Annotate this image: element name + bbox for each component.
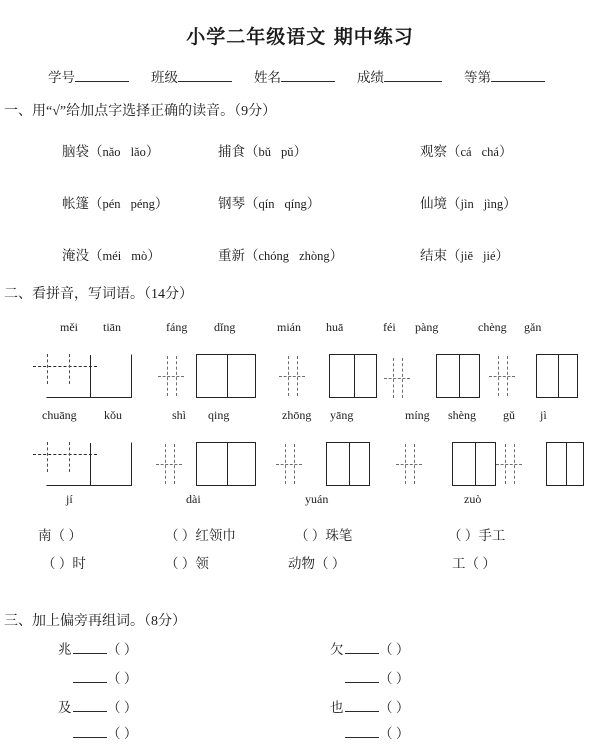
writing-grid-row xyxy=(0,440,600,486)
tianzige-box[interactable] xyxy=(326,442,370,486)
pinyin-label: féi xyxy=(383,320,396,334)
pinyin-label: jí xyxy=(66,492,73,506)
radical-word-item[interactable]: （ ） xyxy=(58,722,137,742)
pinyin-choice-row xyxy=(0,244,600,268)
pinyin-label: yāng xyxy=(330,408,354,422)
tianzige-crosshair xyxy=(279,356,305,396)
pinyin-choice-item[interactable]: 淹没（méi mò） xyxy=(62,248,161,263)
tianzige-guide-vertical xyxy=(47,354,48,384)
radical-word-item[interactable]: （ ） xyxy=(330,722,409,742)
pinyin-label: chuāng xyxy=(42,408,77,422)
radical-blank[interactable] xyxy=(73,698,107,712)
radical-blank[interactable] xyxy=(345,640,379,654)
pinyin-label: zhōng xyxy=(282,408,312,422)
pinyin-choice-item[interactable]: 帐篷（pén péng） xyxy=(62,196,169,211)
pinyin-choice-item[interactable]: 钢琴（qín qíng） xyxy=(218,196,321,211)
pinyin-label-row xyxy=(0,492,600,510)
pinyin-label: měi xyxy=(60,320,78,334)
radical-word-row xyxy=(0,638,600,668)
tianzige-guide-horizontal xyxy=(33,454,97,455)
info-field-banji: 班级 xyxy=(151,66,232,86)
info-field-chengji: 成绩 xyxy=(357,66,442,86)
tianzige-divider xyxy=(354,355,355,397)
pinyin-label: mián xyxy=(277,320,301,334)
word-blank-row xyxy=(0,552,600,574)
radical-word-item[interactable]: （ ） xyxy=(330,667,409,687)
radical-word-item[interactable]: 欠 （ ） xyxy=(330,642,410,657)
pinyin-label: huā xyxy=(326,320,344,334)
word-blank-item[interactable]: 南（ ） xyxy=(38,528,82,543)
radical-word-row xyxy=(0,667,600,697)
tianzige-box[interactable] xyxy=(436,354,480,398)
radical-blank[interactable] xyxy=(345,698,379,712)
pinyin-choice-item[interactable]: 仙境（jìn jìng） xyxy=(420,196,517,211)
word-blank-item[interactable]: （ ）红领巾 xyxy=(165,528,236,543)
page-title: 小学二年级语文 期中练习 xyxy=(186,26,414,48)
tianzige-box[interactable] xyxy=(46,354,132,398)
tianzige-divider xyxy=(90,355,91,397)
tianzige-divider xyxy=(349,443,350,485)
pinyin-label-row xyxy=(0,408,600,426)
word-blank-item[interactable]: （ ）手工 xyxy=(448,528,506,543)
tianzige-box[interactable] xyxy=(46,442,132,486)
radical-blank[interactable] xyxy=(345,669,379,683)
pinyin-label: jì xyxy=(540,408,547,422)
pinyin-label: zuò xyxy=(464,492,482,506)
pinyin-label: dài xyxy=(186,492,201,506)
word-blank-item[interactable]: 工（ ） xyxy=(452,556,496,571)
tianzige-box[interactable] xyxy=(196,442,256,486)
pinyin-label: tiān xyxy=(103,320,121,334)
tianzige-divider xyxy=(558,355,559,397)
radical-word-row xyxy=(0,722,600,752)
tianzige-crosshair xyxy=(276,444,302,484)
pinyin-label: chèng xyxy=(478,320,507,334)
word-blank-item[interactable]: （ ）领 xyxy=(165,556,209,571)
tianzige-box[interactable] xyxy=(196,354,256,398)
pinyin-choice-item[interactable]: 重新（chóng zhòng） xyxy=(218,248,344,263)
word-blank-item[interactable]: （ ）珠笔 xyxy=(295,528,353,543)
pinyin-label: yuán xyxy=(305,492,329,506)
tianzige-box[interactable] xyxy=(536,354,578,398)
xingming-blank[interactable] xyxy=(281,68,335,82)
pinyin-choice-row xyxy=(0,140,600,164)
pinyin-choice-item[interactable]: 观察（cá chá） xyxy=(420,144,513,159)
tianzige-box[interactable] xyxy=(452,442,496,486)
word-blank-item[interactable]: （ ）时 xyxy=(42,556,86,571)
chengji-blank[interactable] xyxy=(384,68,442,82)
radical-blank[interactable] xyxy=(73,640,107,654)
section-3-heading: 三、加上偏旁再组词。（8分） xyxy=(4,614,186,629)
tianzige-guide-horizontal xyxy=(33,366,97,367)
pinyin-label: míng xyxy=(405,408,430,422)
word-blank-item[interactable]: 动物（ ） xyxy=(288,556,346,571)
pinyin-label: fáng xyxy=(166,320,188,334)
tianzige-crosshair xyxy=(384,358,410,398)
tianzige-divider xyxy=(475,443,476,485)
section-1-heading: 一、用“√”给加点字选择正确的读音。（9分） xyxy=(4,104,277,119)
pinyin-choice-row xyxy=(0,192,600,216)
tianzige-box[interactable] xyxy=(546,442,584,486)
pinyin-label: dǐng xyxy=(214,320,236,334)
tianzige-crosshair xyxy=(396,444,422,484)
tianzige-box[interactable] xyxy=(329,354,377,398)
radical-blank[interactable] xyxy=(73,669,107,683)
info-field-xingming: 姓名 xyxy=(254,66,335,86)
pinyin-label: gǎn xyxy=(524,320,542,334)
dengdi-blank[interactable] xyxy=(491,68,545,82)
tianzige-divider xyxy=(566,443,567,485)
pinyin-choice-item[interactable]: 结束（jiě jié） xyxy=(420,248,509,263)
pinyin-choice-item[interactable]: 脑袋（nǎo lǎo） xyxy=(62,144,160,159)
banji-blank[interactable] xyxy=(178,68,232,82)
writing-grid-row xyxy=(0,352,600,398)
tianzige-crosshair xyxy=(496,444,522,484)
section-2-heading: 二、看拼音，写词语。（14分） xyxy=(4,287,193,302)
tianzige-guide-vertical xyxy=(69,442,70,472)
word-blank-row xyxy=(0,524,600,546)
pinyin-label: qing xyxy=(208,408,230,422)
tianzige-divider xyxy=(227,355,228,397)
pinyin-label: pàng xyxy=(415,320,439,334)
tianzige-guide-vertical xyxy=(69,354,70,384)
tianzige-divider xyxy=(227,443,228,485)
tianzige-divider xyxy=(90,443,91,485)
info-field-dengdi: 等第 xyxy=(464,66,545,86)
pinyin-label: kǒu xyxy=(104,408,122,422)
pinyin-label: gǔ xyxy=(503,408,515,422)
info-field-xuehao: 学号 xyxy=(48,66,129,86)
radical-word-item[interactable]: （ ） xyxy=(58,667,137,687)
tianzige-crosshair xyxy=(489,356,515,396)
radical-word-item[interactable]: 及 （ ） xyxy=(58,700,138,715)
tianzige-crosshair xyxy=(156,444,182,484)
pinyin-label-row xyxy=(0,320,600,338)
pinyin-label: shèng xyxy=(448,408,476,422)
radical-word-item[interactable]: 兆 （ ） xyxy=(58,642,138,657)
pinyin-choice-item[interactable]: 捕食（bǔ pǔ） xyxy=(218,144,307,159)
pinyin-label: shì xyxy=(172,408,187,422)
tianzige-guide-vertical xyxy=(47,442,48,472)
tianzige-crosshair xyxy=(158,356,184,396)
xuehao-blank[interactable] xyxy=(75,68,129,82)
student-info-line xyxy=(48,66,588,86)
tianzige-divider xyxy=(459,355,460,397)
radical-word-item[interactable]: 也 （ ） xyxy=(330,700,410,715)
